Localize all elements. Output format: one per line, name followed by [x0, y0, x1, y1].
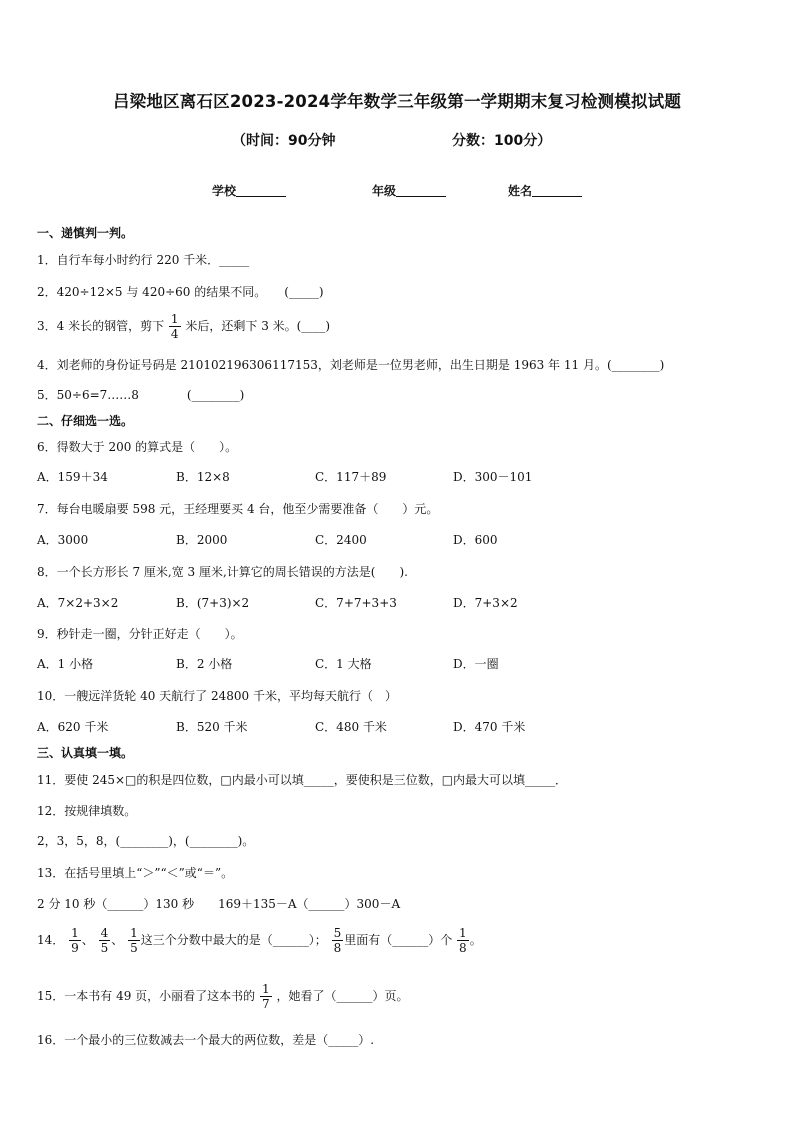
option-d[interactable]: D．600: [453, 533, 498, 547]
question-12-sequence: 2，3，5，8，(________)，(________)。: [37, 834, 255, 848]
question-5: 5．50÷6=7……8 (________): [37, 388, 245, 402]
option-c[interactable]: C．117＋89: [315, 470, 387, 484]
option-c[interactable]: C．2400: [315, 533, 367, 547]
option-a[interactable]: A．7×2+3×2: [37, 596, 119, 610]
section-2-heading: 二、仔细选一选。: [37, 414, 134, 428]
question-10: 10．一艘远洋货轮 40 天航行了 24800 千米，平均每天航行（ ）: [37, 689, 397, 703]
option-a[interactable]: A．1 小格: [37, 657, 94, 671]
fraction-1-9: $\frac{1}{9}$: [71, 926, 79, 955]
question-7: 7．每台电暖扇要 598 元，王经理要买 4 台，他至少需要准备（ ）元。: [37, 502, 439, 516]
question-11: 11．要使 245×□的积是四位数，□内最小可以填_____，要使积是三位数，□内最大可以填_____．: [37, 773, 568, 787]
question-15: 15．一本书有 49 页，小丽看了这本书的 $\frac{1}{7}$ ，她看了（______）页。: [37, 982, 409, 1011]
question-12: 12．按规律填数。: [37, 804, 137, 818]
option-d[interactable]: D．300－101: [453, 470, 533, 484]
question-2: 2．420÷12×5 与 420÷60 的结果不同。 (_____): [37, 285, 324, 299]
option-b[interactable]: B．12×8: [176, 470, 230, 484]
question-13-comparison: 2 分 10 秒（______）130 秒 169＋135－A（______）300－A: [37, 897, 401, 911]
option-a[interactable]: A．3000: [37, 533, 89, 547]
question-13: 13．在括号里填上“＞”“＜”或“＝”。: [37, 866, 234, 880]
option-a[interactable]: A．159＋34: [37, 470, 108, 484]
option-c[interactable]: C．1 大格: [315, 657, 372, 671]
option-a[interactable]: A．620 千米: [37, 720, 109, 734]
fraction-4-5: $\frac{4}{5}$: [100, 926, 109, 955]
question-4: 4．刘老师的身份证号码是 210102196306117153，刘老师是一位男老师，出生日期是 1963 年 11 月。(________): [37, 358, 665, 372]
question-6: 6．得数大于 200 的算式是（ ）。: [37, 440, 238, 454]
option-b[interactable]: B．2000: [176, 533, 228, 547]
option-d[interactable]: D．一圈: [453, 657, 499, 671]
option-c[interactable]: C．480 千米: [315, 720, 387, 734]
question-14: 14． $\frac{1}{9}$ 、 $\frac{4}{5}$ 、 $\frac{1}{5}$ 这三个分数中最大的是（______）； $\frac{5}{8}$ 里面有（______）个 $\frac{1}{8}$ 。: [37, 926, 482, 955]
fraction-1-5: $\frac{1}{5}$: [130, 926, 138, 955]
question-1: 1．自行车每小时约行 220 千米．_____: [37, 253, 250, 267]
section-3-heading: 三、认真填一填。: [37, 746, 134, 760]
question-3: 3．4 米长的钢管，剪下 $\frac{1}{4}$ 米后，还剩下 3 米。(____): [37, 312, 331, 341]
fraction-5-8: $\frac{5}{8}$: [333, 926, 342, 955]
question-8: 8．一个长方形长 7 厘米,宽 3 厘米,计算它的周长错误的方法是( ).: [37, 565, 408, 579]
option-b[interactable]: B．2 小格: [176, 657, 233, 671]
option-d[interactable]: D．7+3×2: [453, 596, 518, 610]
section-1-heading: 一、递慎判一判。: [37, 226, 134, 240]
time-limit: （时间：90分钟: [232, 133, 336, 149]
option-b[interactable]: B．(7+3)×2: [176, 596, 250, 610]
fraction-1-8: $\frac{1}{8}$: [459, 926, 467, 955]
fraction-1-4: $\frac{1}{4}$: [170, 312, 179, 341]
name-field[interactable]: 姓名: [508, 182, 582, 199]
exam-title: 吕梁地区离石区2023-2024学年数学三年级第一学期期末复习检测模拟试题: [112, 92, 682, 111]
question-9: 9．秒针走一圈，分针正好走（ ）。: [37, 627, 243, 641]
option-b[interactable]: B．520 千米: [176, 720, 248, 734]
total-score: 分数：100分）: [452, 133, 552, 149]
fraction-1-7: $\frac{1}{7}$: [262, 982, 270, 1011]
grade-field[interactable]: 年级: [372, 182, 446, 199]
question-16: 16．一个最小的三位数减去一个最大的两位数，差是（_____）.: [37, 1033, 375, 1047]
school-field[interactable]: 学校: [212, 182, 286, 199]
option-c[interactable]: C．7+7+3+3: [315, 596, 397, 610]
option-d[interactable]: D．470 千米: [453, 720, 526, 734]
